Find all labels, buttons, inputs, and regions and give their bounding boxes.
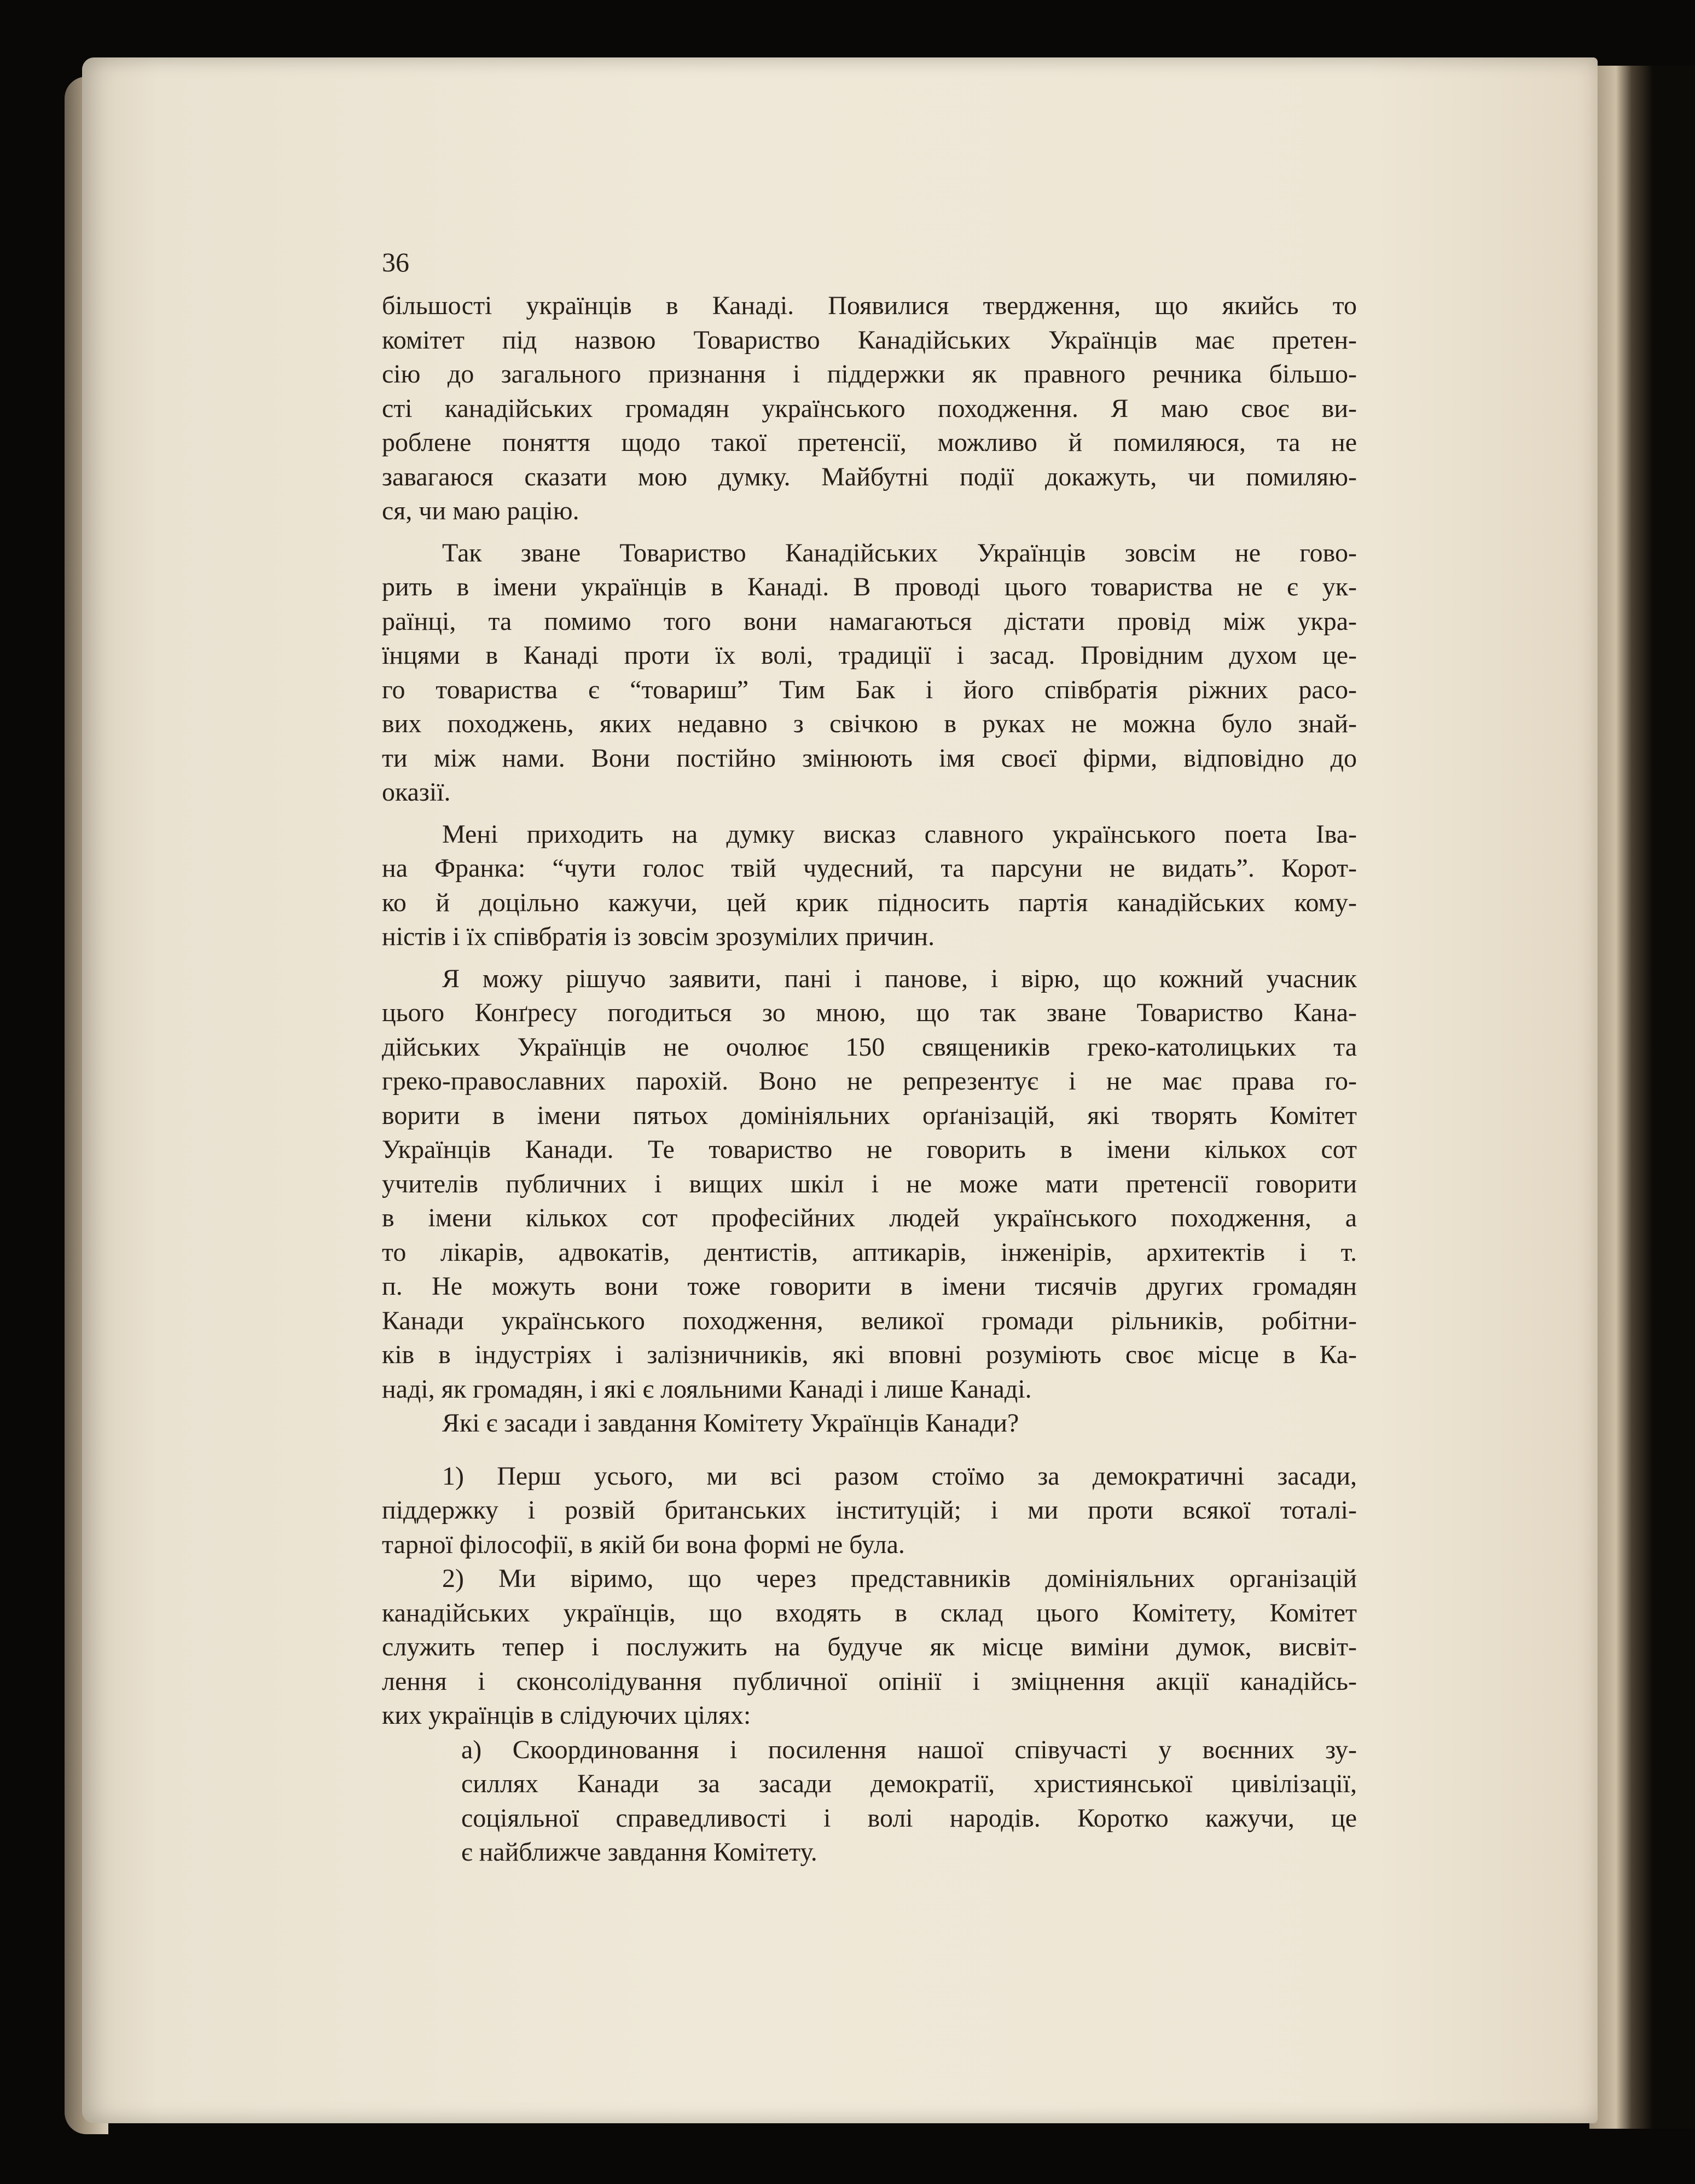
text-line: на Франка: “чути голос твій чудесний, та парсуни не видать”. Корот- <box>382 854 1357 883</box>
text-line: ся, чи маю рацію. <box>382 496 579 525</box>
paragraph-gap <box>382 1441 1357 1459</box>
text-line: тарної філософії, в якій би вона формі не була. <box>382 1530 905 1559</box>
text-line: в імени кількох сот професійних людей українського походження, а <box>382 1203 1357 1232</box>
page-number: 36 <box>382 247 409 277</box>
text-line: наді, як громадян, і які є лояльними Канаді і лише Канаді. <box>382 1374 1032 1404</box>
text-line: їнцями в Канаді проти їх волі, традиції і засад. Провідним духом це- <box>382 641 1357 670</box>
text-line: греко-православних парохій. Воно не репрезентує і не має права го- <box>382 1067 1357 1096</box>
text-line: силлях Канади за засади демократії, християнської цивілізації, <box>461 1769 1357 1798</box>
text-line: учителів публичних і вищих шкіл і не може мати претенсії говорити <box>382 1169 1357 1198</box>
text-line: сті канадійських громадян українського походження. Я маю своє ви- <box>382 393 1357 423</box>
text-line: ністів і їх співбратія із зовсім зрозумілих причин. <box>382 922 935 951</box>
text-line: сію до загального признання і піддержки як правного речника більшо- <box>382 360 1357 389</box>
text-line: 1) Перш усього, ми всі разом стоїмо за демократичні засади, <box>442 1461 1357 1491</box>
text-line: вих походжень, яких недавно з свічкою в руках не можна було знай- <box>382 709 1357 738</box>
text-line: Українців Канади. Те товариство не говорить в імени кількох сот <box>382 1135 1357 1164</box>
text-line: го товариства є “товариш” Тим Бак і його співбратія ріжних расо- <box>382 675 1357 704</box>
text-line: Так зване Товариство Канадійських Українців зовсім не гово- <box>442 538 1357 567</box>
text-line: Я можу рішучо заявити, пані і панове, і вірю, що кожний учасник <box>442 964 1357 993</box>
text-line: оказії. <box>382 778 451 807</box>
text-line: а) Скоординовання і посилення нашої співучасті у воєнних зу- <box>461 1735 1357 1764</box>
text-line: ких українців в слідуючих цілях: <box>382 1701 751 1730</box>
text-line: лення і сконсолідування публичної опінії і зміцнення акції канадійсь- <box>382 1666 1357 1696</box>
text-line: то лікарів, адвокатів, дентистів, аптикарів, інженірів, архитектів і т. <box>382 1237 1357 1267</box>
text-line: дійських Українців не очолює 150 священиків греко-католицьких та <box>382 1032 1357 1062</box>
text-line: п. Не можуть вони тоже говорити в імени тисячів других громадян <box>382 1272 1357 1301</box>
text-line: ко й доцільно кажучи, цей крик підносить партія канадійських кому- <box>382 888 1357 917</box>
text-line: більшості українців в Канаді. Появилися твердження, що якийсь то <box>382 291 1357 320</box>
text-line: ків в індустріях і залізничників, які вповні розуміють своє місце в Ка- <box>382 1340 1357 1369</box>
text-line: ворити в імени пятьох домініяльних орґанізацій, які творять Комітет <box>382 1100 1357 1130</box>
text-line: соціяльної справедливості і волі народів. Коротко кажучи, це <box>461 1803 1357 1833</box>
page-text-block <box>382 245 1357 1870</box>
text-line: цього Конґресу погодиться зо мною, що так зване Товариство Кана- <box>382 998 1357 1027</box>
text-line: піддержку і розвій британських інституцій; і ми проти всякої тоталі- <box>382 1496 1357 1525</box>
text-line: 2) Ми віримо, що через представників домініяльних організацій <box>442 1564 1357 1593</box>
text-line: комітет під назвою Товариство Канадійських Українців має претен- <box>382 325 1357 355</box>
paragraph-gap <box>382 954 1357 962</box>
section-question: Які є засади і завдання Комітету Українців Канади? <box>442 1409 1019 1438</box>
text-line: ти між нами. Вони постійно змінюють імя своєї фірми, відповідно до <box>382 743 1357 773</box>
paragraph-gap <box>382 529 1357 536</box>
page-right-edge <box>1589 66 1695 2129</box>
text-line: Канади українського походження, великої громади рільників, робітни- <box>382 1306 1357 1335</box>
text-line: завагаюся сказати мою думку. Майбутні події докажуть, чи помиляю- <box>382 462 1357 491</box>
text-line: Мені приходить на думку висказ славного українського поета Іва- <box>442 819 1357 849</box>
paragraph-gap <box>382 810 1357 818</box>
text-line: канадійських українців, що входять в склад цього Комітету, Комітет <box>382 1598 1357 1627</box>
text-line: раїнці, та помимо того вони намагаються дістати провід між укра- <box>382 606 1357 636</box>
text-line: є найближче завдання Комітету. <box>461 1838 817 1867</box>
text-line: рить в імени українців в Канаді. В проводі цього товариства не є ук- <box>382 572 1357 601</box>
text-line: роблене поняття щодо такої претенсії, можливо й помиляюся, та не <box>382 428 1357 457</box>
text-line: служить тепер і послужить на будуче як місце виміни думок, висвіт- <box>382 1632 1357 1661</box>
